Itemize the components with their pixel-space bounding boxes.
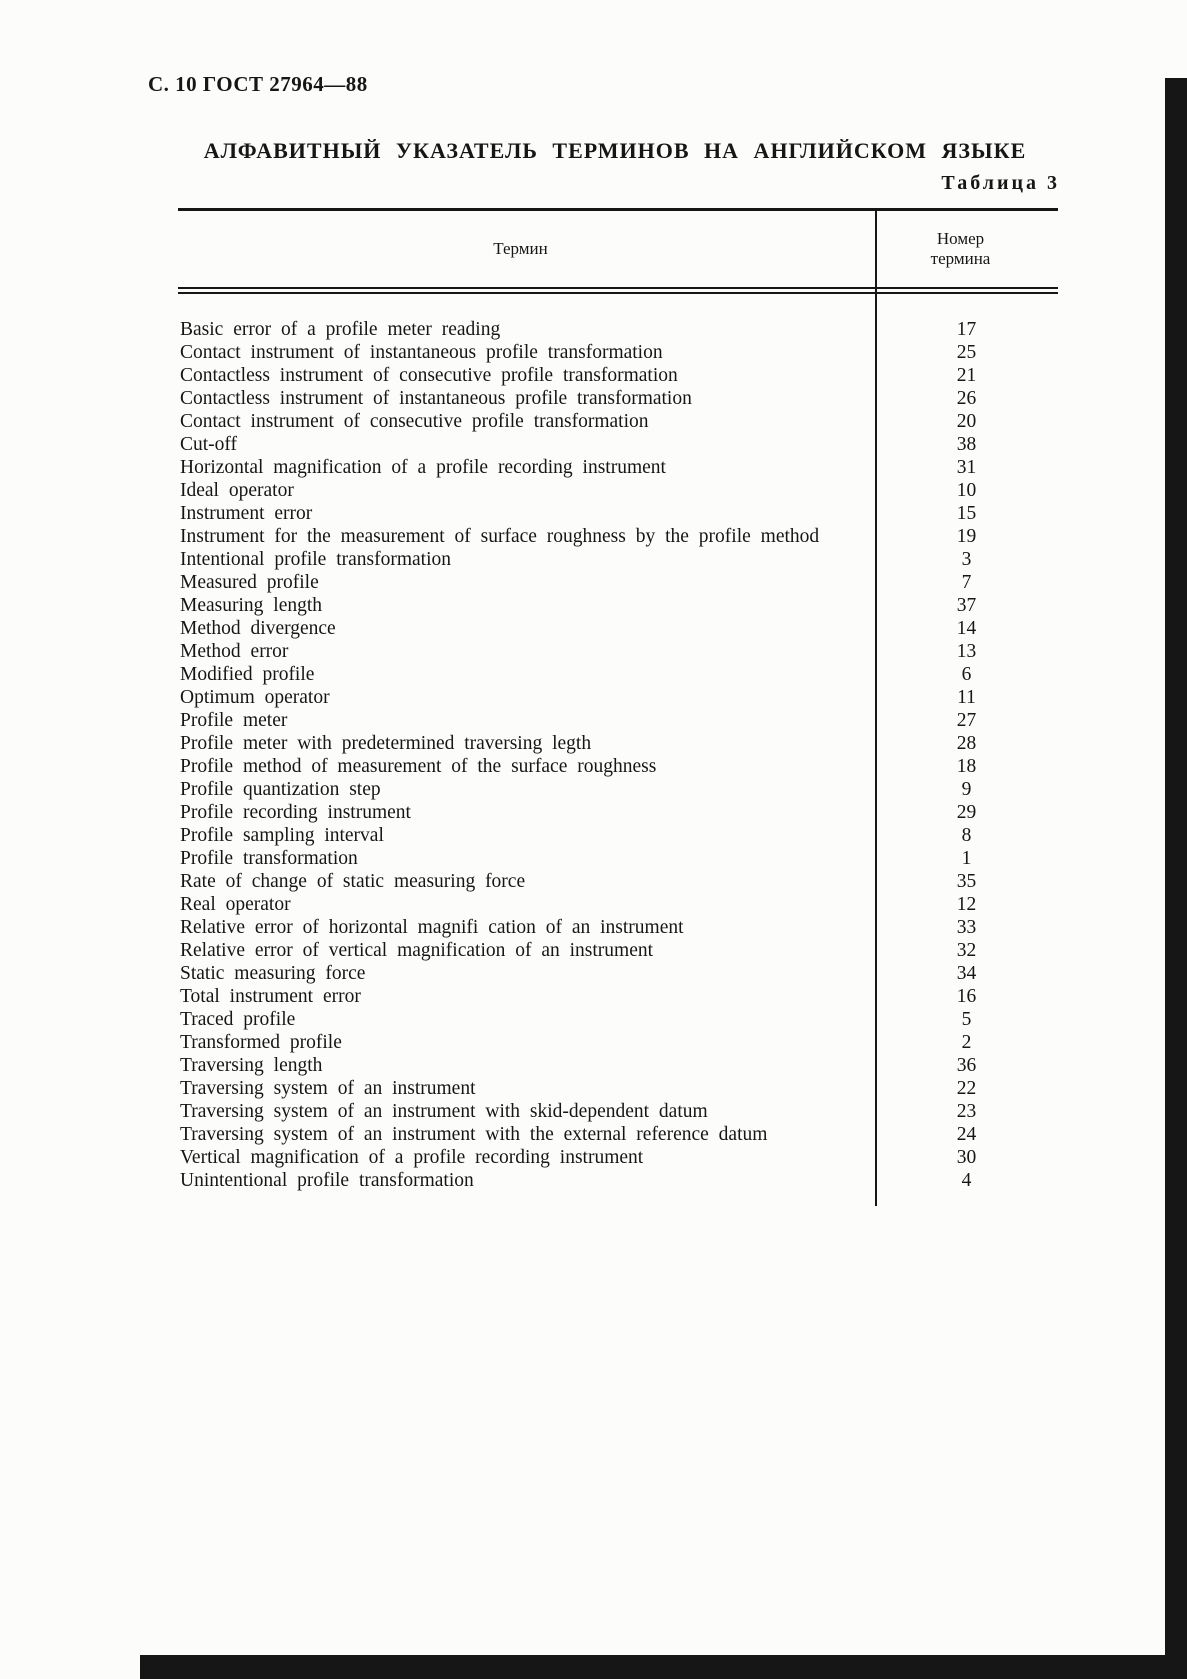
term-cell: Contactless instrument of consecutive profile transformation (180, 365, 678, 386)
term-number-cell: 8 (961, 825, 972, 846)
term-cell: Contact instrument of instantaneous profile transformation (180, 342, 663, 363)
term-cell: Intentional profile transformation (180, 549, 452, 570)
terms-index-table (178, 208, 1058, 1206)
table-row (178, 732, 1058, 755)
term-number-cell: 23 (956, 1101, 977, 1122)
term-number-cell: 20 (956, 411, 977, 432)
table-row (178, 571, 1058, 594)
table-row (178, 594, 1058, 617)
term-number-cell: 12 (956, 894, 977, 915)
table-row (178, 709, 1058, 732)
term-number-cell: 37 (956, 595, 977, 616)
term-cell: Instrument error (180, 503, 313, 524)
column-divider (875, 211, 877, 1206)
table-row (178, 870, 1058, 893)
table-body (178, 294, 1058, 1206)
table-row (178, 479, 1058, 502)
term-number-cell: 21 (956, 365, 977, 386)
term-number-cell: 1 (961, 848, 972, 869)
table-row (178, 387, 1058, 410)
table-row (178, 778, 1058, 801)
table-row (178, 502, 1058, 525)
term-number-cell: 16 (956, 986, 977, 1007)
scan-edge-right (1165, 78, 1187, 1679)
term-number-cell: 6 (961, 664, 972, 685)
table-row (178, 1031, 1058, 1054)
table-row (178, 640, 1058, 663)
term-number-cell: 24 (956, 1124, 977, 1145)
table-row (178, 824, 1058, 847)
term-cell: Profile sampling interval (180, 825, 384, 846)
table-row (178, 1146, 1058, 1169)
term-number-cell: 11 (957, 687, 976, 708)
term-cell: Traversing system of an instrument with the external reference datum (180, 1124, 768, 1145)
term-number-cell: 17 (956, 319, 977, 340)
term-number-cell: 33 (956, 917, 977, 938)
term-cell: Traced profile (180, 1009, 296, 1030)
term-cell: Relative error of horizontal magnifi cation of an instrument (180, 917, 684, 938)
table-row (178, 617, 1058, 640)
term-number-cell: 3 (961, 549, 972, 570)
column-header-term: Термин (493, 239, 548, 258)
term-cell: Traversing system of an instrument with skid-dependent datum (180, 1101, 708, 1122)
term-number-cell: 26 (956, 388, 977, 409)
table-row (178, 755, 1058, 778)
term-number-cell: 27 (956, 710, 977, 731)
term-number-cell: 9 (961, 779, 972, 800)
term-cell: Profile meter (180, 710, 288, 731)
term-number-cell: 14 (956, 618, 977, 639)
table-row (178, 939, 1058, 962)
term-cell: Basic error of a profile meter reading (180, 319, 501, 340)
term-number-cell: 2 (961, 1032, 972, 1053)
table-header-row (178, 211, 1058, 294)
term-cell: Profile method of measurement of the surface roughness (180, 756, 657, 777)
term-cell: Rate of change of static measuring force (180, 871, 526, 892)
table-row (178, 456, 1058, 479)
scan-edge-bottom (140, 1655, 1187, 1679)
term-cell: Optimum operator (180, 687, 330, 708)
term-cell: Method error (180, 641, 289, 662)
term-number-cell: 4 (961, 1170, 972, 1191)
table-row (178, 962, 1058, 985)
term-cell: Cut-off (180, 434, 238, 455)
term-number-cell: 36 (956, 1055, 977, 1076)
term-cell: Measuring length (180, 595, 323, 616)
term-number-cell: 13 (956, 641, 977, 662)
term-cell: Contact instrument of consecutive profile transformation (180, 411, 649, 432)
term-cell: Unintentional profile transformation (180, 1170, 474, 1191)
table-row (178, 686, 1058, 709)
table-row (178, 318, 1058, 341)
table-row (178, 410, 1058, 433)
term-number-cell: 5 (961, 1009, 972, 1030)
table-row (178, 1008, 1058, 1031)
term-number-cell: 7 (961, 572, 972, 593)
table-row (178, 1077, 1058, 1100)
term-cell: Measured profile (180, 572, 319, 593)
table-row (178, 1123, 1058, 1146)
term-cell: Profile meter with predetermined traversing legth (180, 733, 592, 754)
term-cell: Static measuring force (180, 963, 366, 984)
term-cell: Vertical magnification of a profile recording instrument (180, 1147, 644, 1168)
term-cell: Total instrument error (180, 986, 361, 1007)
table-row (178, 801, 1058, 824)
table-row (178, 1100, 1058, 1123)
term-cell: Contactless instrument of instantaneous profile transformation (180, 388, 692, 409)
term-number-cell: 10 (956, 480, 977, 501)
table-row (178, 1169, 1058, 1192)
term-number-cell: 19 (956, 526, 977, 547)
table-row (178, 525, 1058, 548)
table-caption: Таблица 3 (941, 172, 1060, 194)
term-number-cell: 18 (956, 756, 977, 777)
page-title: АЛФАВИТНЫЙ УКАЗАТЕЛЬ ТЕРМИНОВ НА АНГЛИЙСКОМ ЯЗЫКЕ (203, 138, 1027, 163)
table-row (178, 663, 1058, 686)
column-header-number-label: Номер термина (930, 229, 991, 268)
page-header: С. 10 ГОСТ 27964—88 (148, 72, 368, 96)
term-number-cell: 25 (956, 342, 977, 363)
term-cell: Profile quantization step (180, 779, 381, 800)
term-number-cell: 32 (956, 940, 977, 961)
term-number-cell: 38 (956, 434, 977, 455)
term-cell: Profile recording instrument (180, 802, 411, 823)
term-number-cell: 35 (956, 871, 977, 892)
term-cell: Horizontal magnification of a profile recording instrument (180, 457, 666, 478)
term-cell: Transformed profile (180, 1032, 342, 1053)
term-cell: Profile transformation (180, 848, 358, 869)
term-number-cell: 15 (956, 503, 977, 524)
term-number-cell: 28 (956, 733, 977, 754)
table-row (178, 916, 1058, 939)
table-row (178, 893, 1058, 916)
table-row (178, 985, 1058, 1008)
term-cell: Modified profile (180, 664, 315, 685)
table-row (178, 433, 1058, 456)
term-number-cell: 34 (956, 963, 977, 984)
table-row (178, 341, 1058, 364)
term-cell: Instrument for the measurement of surface roughness by the profile method (180, 526, 820, 547)
term-cell: Relative error of vertical magnification of an instrument (180, 940, 654, 961)
table-row (178, 1054, 1058, 1077)
table-row (178, 548, 1058, 571)
term-number-cell: 31 (956, 457, 977, 478)
term-number-cell: 30 (956, 1147, 977, 1168)
term-number-cell: 29 (956, 802, 977, 823)
term-cell: Real operator (180, 894, 291, 915)
term-cell: Traversing length (180, 1055, 323, 1076)
term-cell: Traversing system of an instrument (180, 1078, 476, 1099)
table-row (178, 847, 1058, 870)
term-cell: Ideal operator (180, 480, 294, 501)
term-cell: Method divergence (180, 618, 336, 639)
term-number-cell: 22 (956, 1078, 977, 1099)
column-header-number (863, 211, 1058, 287)
table-row (178, 364, 1058, 387)
